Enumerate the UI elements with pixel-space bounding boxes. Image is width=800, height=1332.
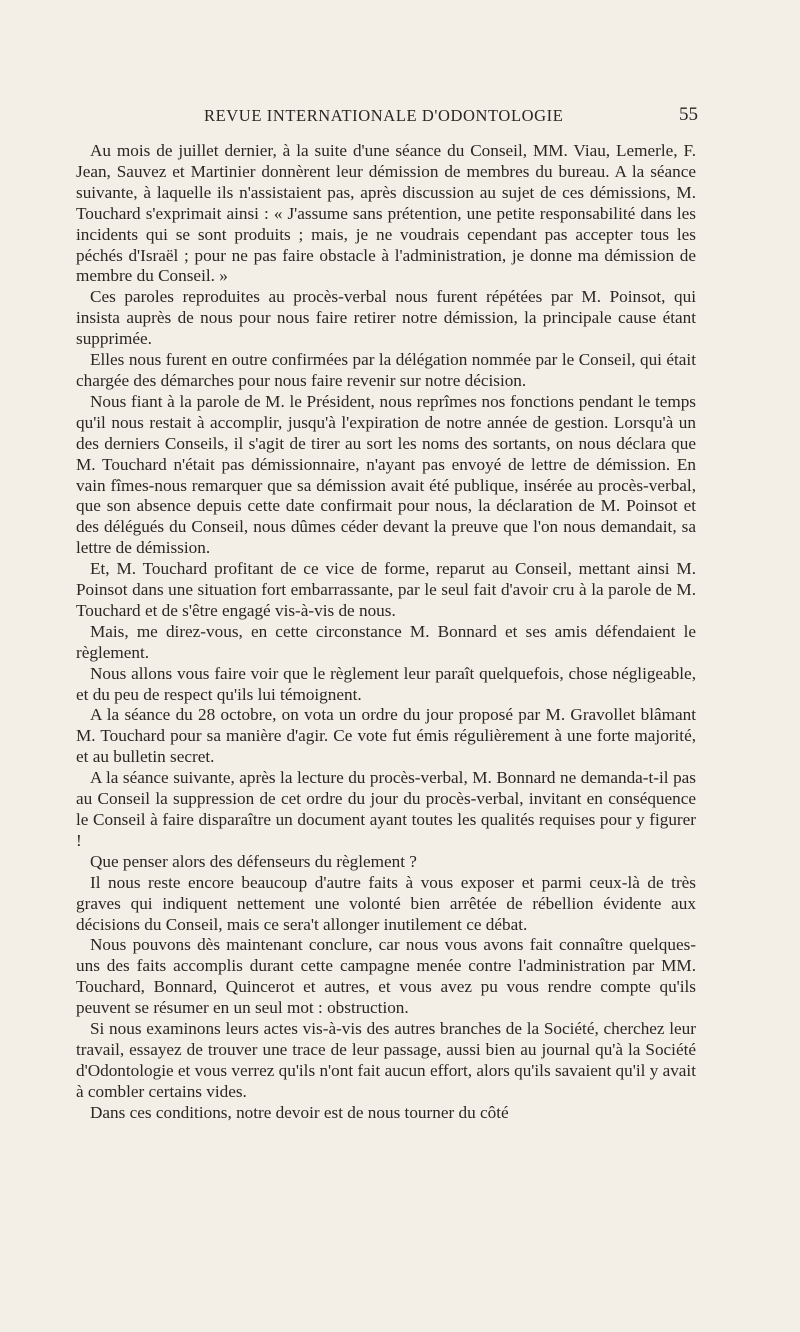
paragraph: Que penser alors des défenseurs du règlement ? — [90, 851, 417, 871]
paragraph: Ces paroles reproduites au procès-verbal nous furent répétées par M. Poinsot, qui insista auprès de nous pour nous faire retirer notre démission, la principale cause étant supprimée. — [76, 287, 696, 349]
paragraph: A la séance suivante, après la lecture du procès-verbal, M. Bonnard ne demanda-t-il pas au Conseil la suppression de cet ordre du jour du procès-verbal, invitant en conséquence le Conseil à faire disparaître un document ayant toutes les qualités requises pour y figurer ! — [76, 768, 696, 850]
paragraph: Elles nous furent en outre confirmées par la délégation nommée par le Conseil, qui était chargée des démarches pour nous faire revenir sur notre décision. — [76, 350, 696, 390]
page-number: 55 — [679, 104, 698, 125]
paragraph: Et, M. Touchard profitant de ce vice de forme, reparut au Conseil, mettant ainsi M. Poinsot dans une situation fort embarrassante, par le seul fait d'avoir cru à la parole de M. Touchard et de s'être engagé vis-à-vis de nous. — [76, 559, 696, 620]
paragraph: Il nous reste encore beaucoup d'autre faits à vous exposer et parmi ceux-là de très graves qui indiquent nettement une volonté bien arrêtée de rébellion évidente aux décisions du Conseil, mais ce sera't allonger inutilement ce débat. — [76, 872, 696, 934]
page-header — [76, 106, 696, 130]
paragraph: Dans ces conditions, notre devoir est de nous tourner du côté — [90, 1102, 509, 1122]
paragraph: Nous fiant à la parole de M. le Président, nous reprîmes nos fonctions pendant le temps qu'il nous restait à accomplir, jusqu'à l'expiration de notre année de gestion. Lorsqu'à un des derniers Conseils, il s'agit de tirer au sort les noms des sortants, on nous déclara que M. Touchard n'était pas démissionnaire, n'ayant pas envoyé de lettre de démission. En vain fîmes-nous remarquer que sa démission avait été publique, insérée au procès-verbal, que son absence depuis cette date confirmait pour nous, la déclaration de M. Poinsot et des délégués du Conseil, nous dûmes céder devant la preuve que l'on nous demandait, sa lettre de démission. — [76, 391, 696, 558]
paragraph: Mais, me direz-vous, en cette circonstance M. Bonnard et ses amis défendaient le règlement. — [76, 621, 696, 662]
paragraph: Au mois de juillet dernier, à la suite d'une séance du Conseil, MM. Viau, Lemerle, F. Jean, Sauvez et Martinier donnèrent leur démission de membres du bureau. A la séance suivante, à laquelle ils n'assistaient pas, après discussion au sujet de ces démissions, M. Touchard s'exprimait ainsi : « J'assume sans prétention, une petite responsabilité dans les incidents qui se sont produits ; mais, je ne voudrais cependant pas accepter tous les péchés d'Israël ; pour ne pas faire obstacle à l'administration, je donne ma démission de membre du Conseil. » — [76, 141, 696, 286]
paragraph: A la séance du 28 octobre, on vota un ordre du jour proposé par M. Gravollet blâmant M. Touchard pour sa manière d'agir. Ce vote fut émis régulièrement à une forte majorité, et au bulletin secret. — [76, 705, 696, 767]
body-text — [76, 141, 696, 1124]
running-title: REVUE INTERNATIONALE D'ODONTOLOGIE — [204, 106, 564, 125]
paragraph: Nous allons vous faire voir que le règlement leur paraît quelquefois, chose négligeable, et du peu de respect qu'ils lui témoignent. — [76, 663, 696, 704]
paragraph: Si nous examinons leurs actes vis-à-vis des autres branches de la Société, cherchez leur travail, essayez de trouver une trace de leur passage, aussi bien au journal qu'à la Société d'Odontologie et vous verrez qu'ils n'ont fait aucun effort, alors qu'ils savaient qu'il y avait à combler certains vides. — [76, 1019, 696, 1101]
paragraph: Nous pouvons dès maintenant conclure, car nous vous avons fait connaître quelques-uns des faits accomplis durant cette campagne menée contre l'administration par MM. Touchard, Bonnard, Quincerot et autres, et vous avez pu vous rendre compte qu'ils peuvent se résumer en un seul mot : obstruction. — [76, 935, 696, 1018]
